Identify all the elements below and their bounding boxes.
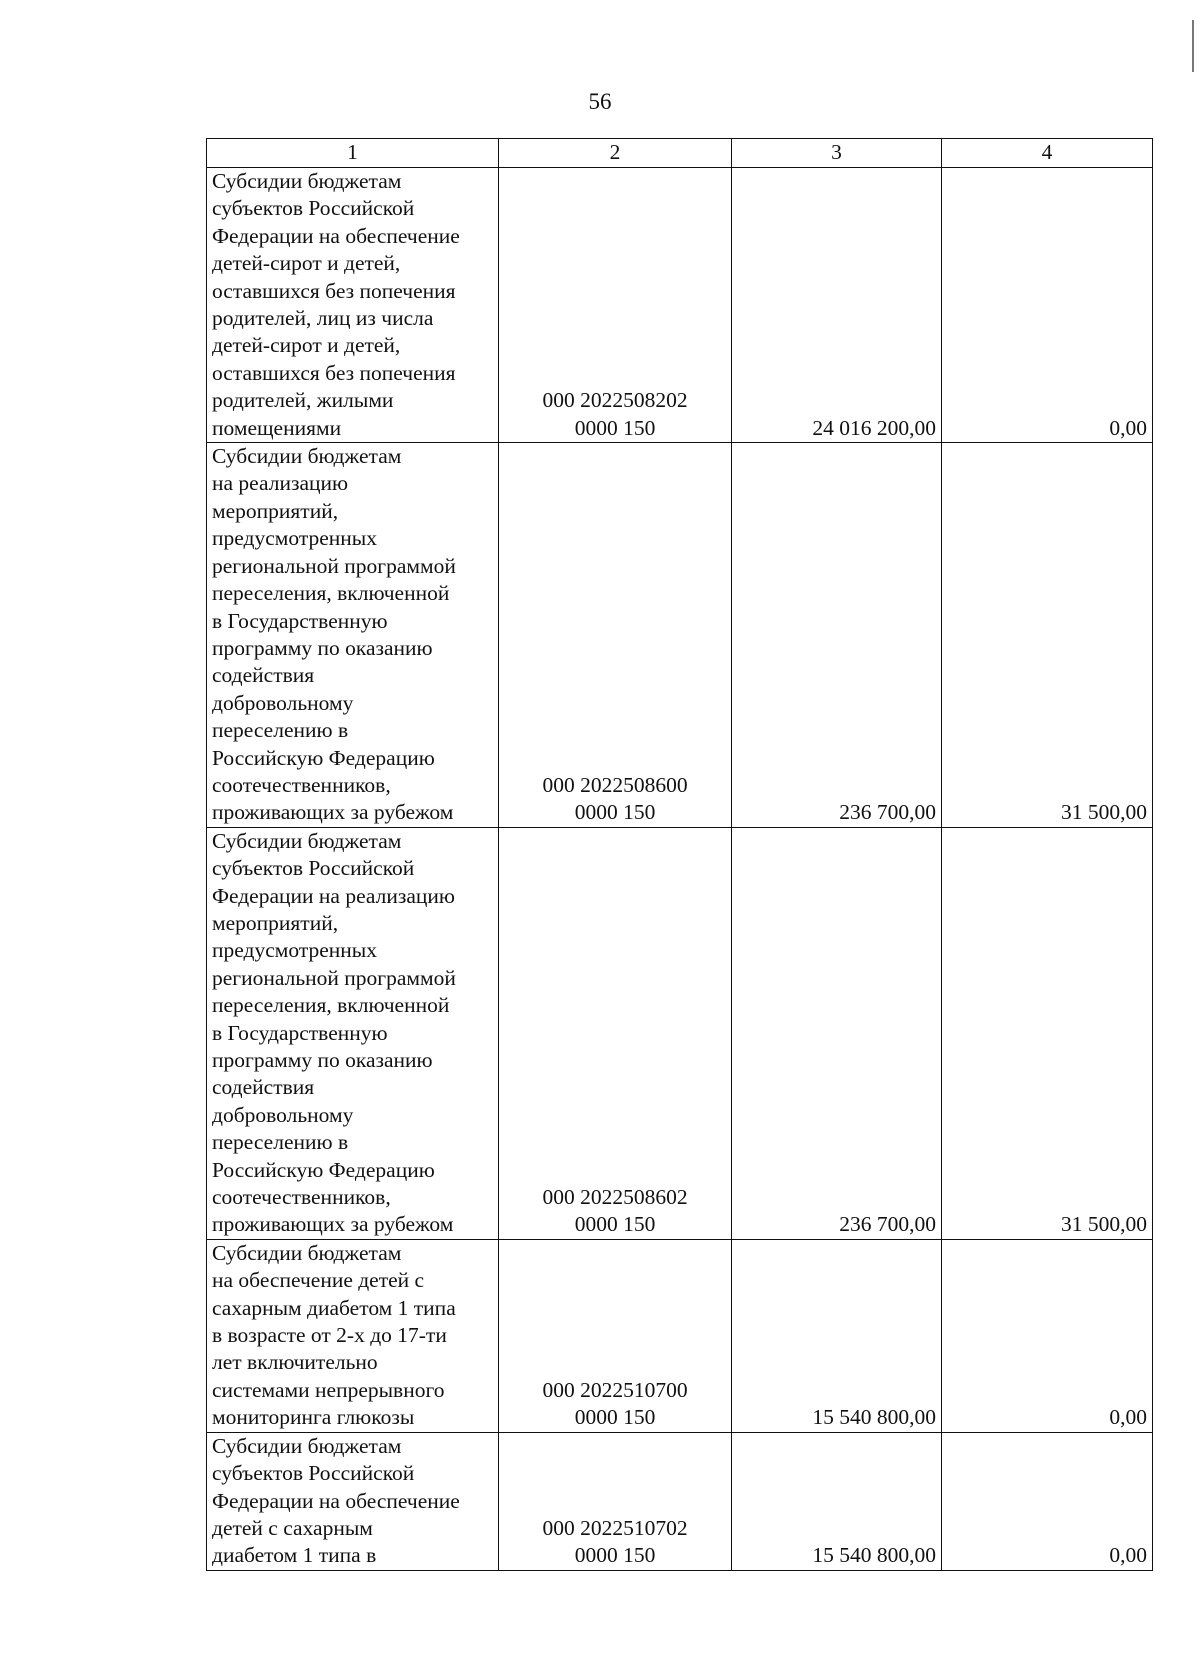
table-row	[207, 1239, 1153, 1432]
row-description: Субсидии бюджетам субъектов Российской Федерации на обеспечение детей-сирот и детей, оставшихся без попечения родителей, лиц из числа детей-сирот и детей, оставшихся без попечения родителей, жилыми помещениями	[207, 168, 499, 443]
row-description: Субсидии бюджетам субъектов Российской Федерации на обеспечение детей с сахарным диабетом 1 типа в	[207, 1432, 499, 1570]
row-amount-col4: 0,00	[942, 168, 1153, 443]
row-amount-col3: 24 016 200,00	[732, 168, 942, 443]
row-code: 000 2022510702 0000 150	[499, 1432, 732, 1570]
row-code: 000 2022508600 0000 150	[499, 443, 732, 828]
row-amount-col4: 31 500,00	[942, 827, 1153, 1239]
row-amount-col3: 15 540 800,00	[732, 1432, 942, 1570]
header-col-1: 1	[207, 139, 499, 168]
row-description: Субсидии бюджетам на реализацию мероприятий, предусмотренных региональной программой переселения, включенной в Государственную программу по оказанию содействия добровольному переселению в Российскую Федерацию соотечественников, проживающих за рубежом	[207, 443, 499, 828]
row-amount-col4: 0,00	[942, 1432, 1153, 1570]
table-row	[207, 443, 1153, 828]
table-body	[207, 168, 1153, 1571]
row-code: 000 2022508602 0000 150	[499, 827, 732, 1239]
row-description: Субсидии бюджетам на обеспечение детей с сахарным диабетом 1 типа в возрасте от 2-х до 17-ти лет включительно системами непрерывного мониторинга глюкозы	[207, 1239, 499, 1432]
row-code: 000 2022508202 0000 150	[499, 168, 732, 443]
table-row	[207, 1432, 1153, 1570]
header-col-3: 3	[732, 139, 942, 168]
row-amount-col4: 0,00	[942, 1239, 1153, 1432]
row-amount-col4: 31 500,00	[942, 443, 1153, 828]
header-col-2: 2	[499, 139, 732, 168]
header-col-4: 4	[942, 139, 1153, 168]
page-number: 56	[588, 89, 612, 114]
header-row	[207, 139, 1153, 168]
budget-table	[206, 138, 1153, 1571]
scan-edge-mark	[1192, 20, 1194, 72]
row-description: Субсидии бюджетам субъектов Российской Федерации на реализацию мероприятий, предусмотренных региональной программой переселения, включенной в Государственную программу по оказанию содействия добровольному переселению в Российскую Федерацию соотечественников, проживающих за рубежом	[207, 827, 499, 1239]
table-row	[207, 827, 1153, 1239]
row-amount-col3: 236 700,00	[732, 443, 942, 828]
row-amount-col3: 236 700,00	[732, 827, 942, 1239]
row-amount-col3: 15 540 800,00	[732, 1239, 942, 1432]
row-code: 000 2022510700 0000 150	[499, 1239, 732, 1432]
table-row	[207, 168, 1153, 443]
table-header	[207, 139, 1153, 168]
